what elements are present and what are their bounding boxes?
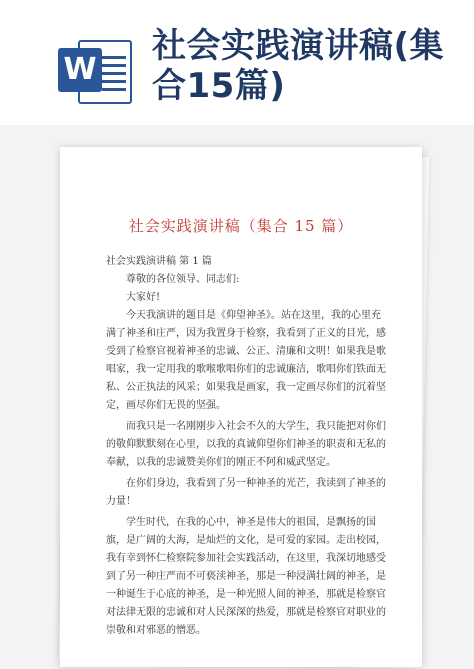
paragraph: 今天我演讲的题目是《仰望神圣》。站在这里，我的心里充满了神圣和庄严，因为我置身于检察，我看到了正义的目光，感受到了检察官视着神圣的忠诚、公正、清廉和文明！如果我是歌唱家，我一定用我的歌喉歌唱你们的忠诚廉洁，歌唱你们铁面无私、公正执法的风采；如果我是画家，我一定画尽你们的沉着坚定，画尽你们无畏的坚强。 [106, 310, 386, 411]
word-w-badge: W [58, 48, 102, 92]
paragraph: 大家好! [126, 292, 161, 303]
page-title: 社会实践演讲稿(集合15篇) [152, 26, 445, 106]
document-title: 社会实践演讲稿（集合 15 篇） [128, 217, 354, 235]
header-banner [0, 0, 474, 125]
word-document-icon [58, 36, 136, 108]
document-subheading: 社会实践演讲稿 第 1 篇 [106, 256, 212, 267]
paragraph: 在你们身边，我看到了另一种神圣的光芒，我读到了神圣的力量！ [106, 478, 386, 507]
document-preview-area [0, 125, 474, 669]
document-page [60, 147, 422, 667]
paragraph: 学生时代，在我的心中，神圣是伟大的祖国，是飘扬的国旗，是广阔的大海，是灿烂的文化，是可爱的家园。走出校园，我有幸到怀仁检察院参加社会实践活动，在这里，我深切地感受到了另一种庄严而不可亵渎神圣，那是一种浸满壮阔的神圣，是一种诞生于心底的神圣，是一种光照人间的神圣，那就是检察官对法律无限的忠诚和对人民深深的热爱，那就是检察官对职业的崇敬和对邪恶的憎恶。 [106, 517, 386, 636]
paragraph: 尊敬的各位领导、同志们: [126, 274, 240, 285]
paragraph: 而我只是一名刚刚步入社会不久的大学生，我只能把对你们的敬仰默默刻在心里，以我的真诚仰望你们神圣的职责和无私的奉献，以我的忠诚赞美你们的刚正不阿和威武坚定。 [106, 421, 386, 468]
document-body [106, 271, 386, 643]
